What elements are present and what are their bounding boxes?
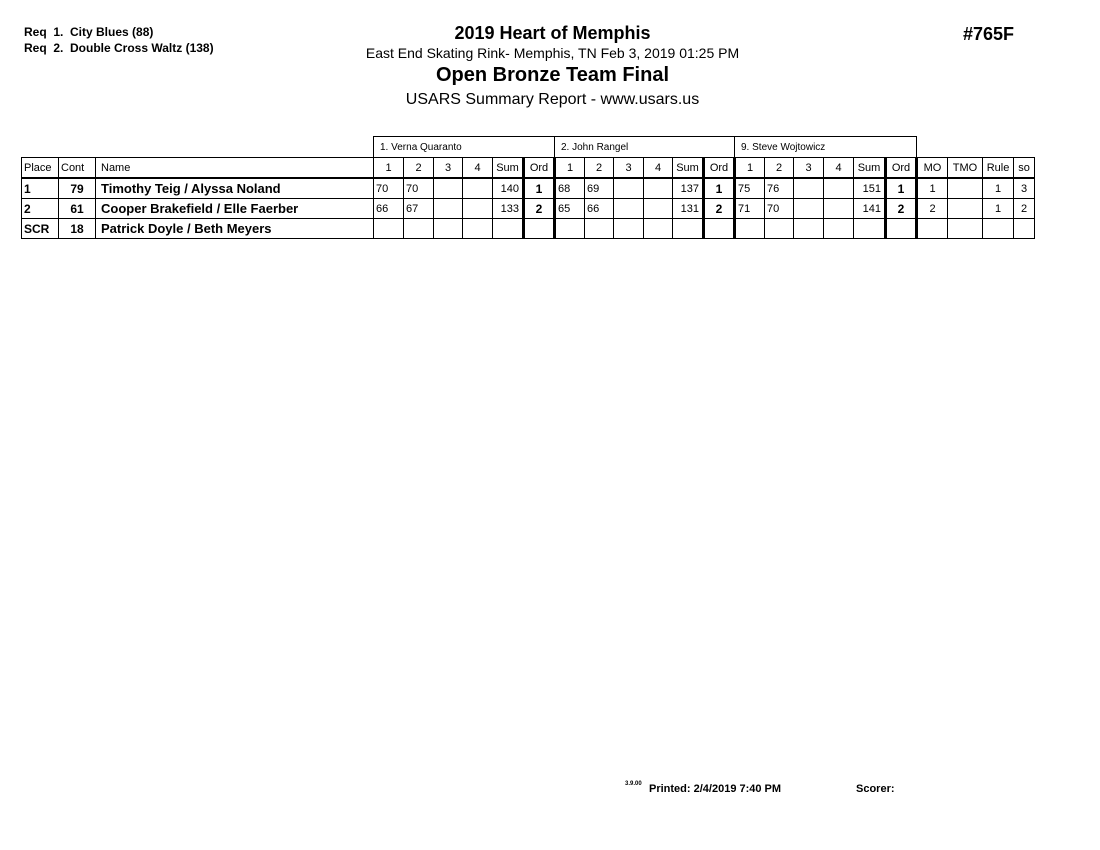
col-header-name: Name — [96, 158, 374, 179]
ord-cell: 1 — [886, 178, 917, 199]
score-cell — [585, 219, 614, 239]
col-header-mo: MO — [917, 158, 948, 179]
col-header-ord: Ord — [524, 158, 555, 179]
score-cell — [614, 219, 644, 239]
col-header-sum: Sum — [493, 158, 524, 179]
cont-cell: 79 — [59, 178, 96, 199]
ord-cell: 2 — [524, 199, 555, 219]
score-cell — [644, 219, 673, 239]
col-header-score: 3 — [434, 158, 463, 179]
score-cell — [463, 219, 493, 239]
score-cell: 66 — [585, 199, 614, 219]
cont-cell: 18 — [59, 219, 96, 239]
score-cell — [463, 178, 493, 199]
score-cell — [824, 178, 854, 199]
sum-cell: 133 — [493, 199, 524, 219]
tmo-cell — [948, 178, 983, 199]
ord-cell: 2 — [704, 199, 735, 219]
mo-cell: 1 — [917, 178, 948, 199]
sum-cell: 140 — [493, 178, 524, 199]
score-cell: 66 — [374, 199, 404, 219]
mo-cell: 2 — [917, 199, 948, 219]
score-cell — [555, 219, 585, 239]
sum-cell — [854, 219, 886, 239]
rule-cell — [983, 219, 1014, 239]
so-cell — [1014, 219, 1035, 239]
event-title: 2019 Heart of Memphis — [454, 23, 651, 43]
col-header-cont: Cont — [59, 158, 96, 179]
score-cell — [614, 199, 644, 219]
report-title: USARS Summary Report - www.usars.us — [405, 91, 700, 108]
score-cell: 68 — [555, 178, 585, 199]
venue-line: East End Skating Rink- Memphis, TN Feb 3, 2019 01:25 PM — [365, 45, 740, 61]
place-cell: SCR — [22, 219, 59, 239]
score-cell — [824, 199, 854, 219]
ord-cell: 1 — [704, 178, 735, 199]
col-header-tmo: TMO — [948, 158, 983, 179]
printed-timestamp: Printed: 2/4/2019 7:40 PM — [649, 783, 782, 795]
col-header-score: 2 — [765, 158, 794, 179]
ord-cell — [704, 219, 735, 239]
score-cell: 70 — [765, 199, 794, 219]
team-name-cell: Timothy Teig / Alyssa Noland — [96, 178, 374, 199]
ord-cell: 1 — [524, 178, 555, 199]
judge-name: 9. Steve Wojtowicz — [735, 137, 917, 158]
event-code: #765F — [963, 24, 1015, 44]
sum-cell: 137 — [673, 178, 704, 199]
col-header-so: so — [1014, 158, 1035, 179]
col-header-score: 4 — [463, 158, 493, 179]
class-title: Open Bronze Team Final — [436, 64, 669, 86]
col-header-place: Place — [22, 158, 59, 179]
score-cell: 67 — [404, 199, 434, 219]
ord-cell: 2 — [886, 199, 917, 219]
score-cell — [644, 199, 673, 219]
place-cell: 1 — [22, 178, 59, 199]
sum-cell — [673, 219, 704, 239]
table-row — [22, 178, 1035, 199]
sum-cell: 151 — [854, 178, 886, 199]
col-header-score: 4 — [824, 158, 854, 179]
col-header-score: 2 — [404, 158, 434, 179]
col-header-rule: Rule — [983, 158, 1014, 179]
score-cell — [794, 199, 824, 219]
col-header-score: 1 — [555, 158, 585, 179]
sum-cell — [493, 219, 524, 239]
score-cell — [463, 199, 493, 219]
rule-cell: 1 — [983, 199, 1014, 219]
sum-cell: 141 — [854, 199, 886, 219]
requirement-1: Req 1. City Blues (88) — [24, 25, 154, 39]
team-name-cell: Cooper Brakefield / Elle Faerber — [96, 199, 374, 219]
scorer-label: Scorer: — [856, 783, 895, 795]
score-cell: 75 — [735, 178, 765, 199]
score-cell — [794, 219, 824, 239]
place-cell: 2 — [22, 199, 59, 219]
sum-cell: 131 — [673, 199, 704, 219]
score-cell: 76 — [765, 178, 794, 199]
score-cell: 65 — [555, 199, 585, 219]
software-version: 3.9.00 — [625, 781, 642, 787]
col-header-score: 3 — [614, 158, 644, 179]
col-header-ord: Ord — [886, 158, 917, 179]
col-header-score: 1 — [735, 158, 765, 179]
col-header-score: 1 — [374, 158, 404, 179]
score-cell: 70 — [404, 178, 434, 199]
tmo-cell — [948, 219, 983, 239]
col-header-ord: Ord — [704, 158, 735, 179]
table-row — [22, 219, 1035, 239]
column-header-row — [22, 158, 1035, 179]
score-cell — [765, 219, 794, 239]
mo-cell — [917, 219, 948, 239]
ord-cell — [886, 219, 917, 239]
score-cell — [404, 219, 434, 239]
score-cell: 71 — [735, 199, 765, 219]
score-cell — [434, 178, 463, 199]
judge-name: 1. Verna Quaranto — [374, 137, 555, 158]
judge-name: 2. John Rangel — [555, 137, 735, 158]
score-cell — [735, 219, 765, 239]
col-header-sum: Sum — [854, 158, 886, 179]
score-cell: 70 — [374, 178, 404, 199]
col-header-score: 3 — [794, 158, 824, 179]
score-cell — [644, 178, 673, 199]
col-header-score: 4 — [644, 158, 673, 179]
results-table — [21, 136, 1035, 239]
tmo-cell — [948, 199, 983, 219]
table-row — [22, 199, 1035, 219]
cont-cell: 61 — [59, 199, 96, 219]
score-cell — [434, 199, 463, 219]
score-cell — [614, 178, 644, 199]
team-name-cell: Patrick Doyle / Beth Meyers — [96, 219, 374, 239]
judge-header-row — [22, 137, 1035, 158]
score-cell: 69 — [585, 178, 614, 199]
rule-cell: 1 — [983, 178, 1014, 199]
ord-cell — [524, 219, 555, 239]
score-cell — [824, 219, 854, 239]
score-cell — [794, 178, 824, 199]
score-cell — [434, 219, 463, 239]
so-cell: 3 — [1014, 178, 1035, 199]
requirement-2: Req 2. Double Cross Waltz (138) — [24, 41, 214, 55]
col-header-sum: Sum — [673, 158, 704, 179]
so-cell: 2 — [1014, 199, 1035, 219]
score-cell — [374, 219, 404, 239]
col-header-score: 2 — [585, 158, 614, 179]
